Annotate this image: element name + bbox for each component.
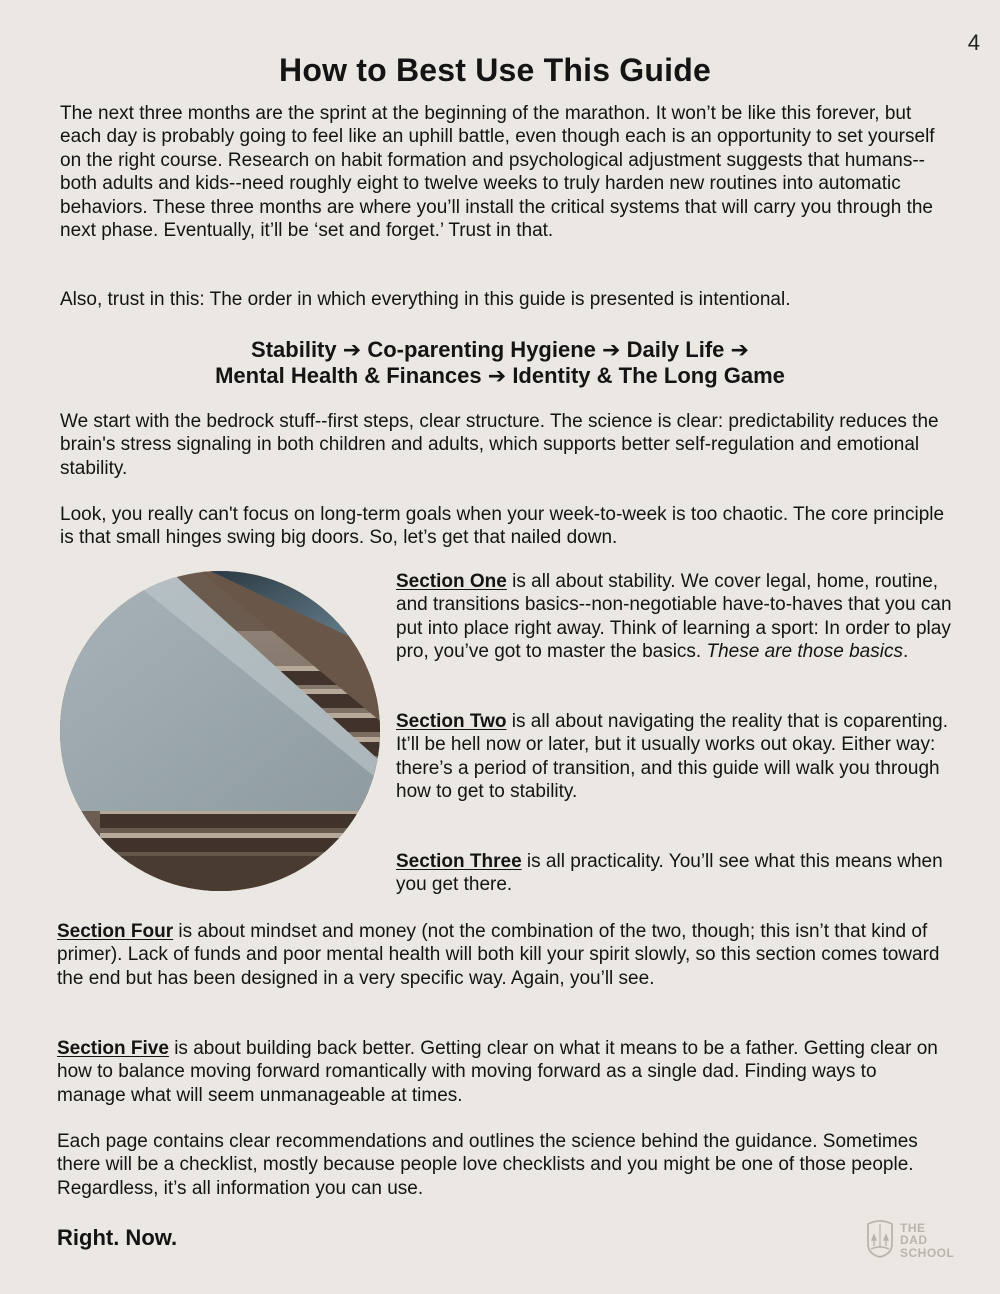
closing-statement: Right. Now. xyxy=(57,1225,178,1250)
logo-line-3: SCHOOL xyxy=(900,1245,955,1260)
section-one-text: is all about stability. We cover legal, home, routine, and transitions basics--non-negotiable have-to-haves that you can put into place right away. Think of learning a sport: In order to play pro, you’ve got to master the basics. xyxy=(396,571,952,663)
section-four-label: Section Four xyxy=(57,921,174,942)
sequence-line-1 xyxy=(0,337,1000,363)
arrow-icon: ➔ xyxy=(342,337,362,362)
sequence-step-mental-health: Mental Health & Finances xyxy=(215,363,482,388)
dad-school-logo xyxy=(864,1218,954,1263)
section-two-paragraph xyxy=(396,710,952,804)
arrow-icon: ➔ xyxy=(602,337,621,362)
sequence-step-daily-life: Daily Life xyxy=(626,337,725,362)
section-five-paragraph xyxy=(57,1037,947,1107)
sequence-step-identity: Identity & The Long Game xyxy=(512,363,785,388)
section-two-text: is all about navigating the reality that is coparenting. It’ll be hell now or later, but it usually works out okay. Either way: there’s a period of transition, and this guide will walk you through how to get to stability. xyxy=(396,711,948,803)
section-three-label: Section Three xyxy=(396,851,522,872)
intro-paragraph: The next three months are the sprint at the beginning of the marathon. It won’t be like this forever, but each day is probably going to feel like an uphill battle, even though each is an opportunity to set yourself on the right course. Research on habit formation and psychological adjustment suggests that humans--both adults and kids--need roughly eight to twelve weeks to truly harden new routines into automatic behaviors. These three months are where you’ll install the critical systems that will carry you through the next phase. Eventually, it’ll be ‘set and forget.’ Trust in that. xyxy=(60,103,935,242)
section-three-text: is all practicality. You’ll see what this means when you get there. xyxy=(396,851,943,896)
section-two-label: Section Two xyxy=(396,711,507,732)
arrow-icon: ➔ xyxy=(487,363,507,388)
logo-badge-icon xyxy=(864,1218,896,1263)
core-principle-paragraph: Look, you really can't focus on long-term goals when your week-to-week is too chaotic. The core principle is that small hinges swing big doors. So, let’s get that nailed down. xyxy=(60,504,945,549)
page-number: 4 xyxy=(967,30,980,55)
page-title: How to Best Use This Guide xyxy=(279,52,711,88)
section-five-text: is about building back better. Getting clear on what it means to be a father. Getting clear on how to balance moving forward romantically with moving forward as a single dad. Finding ways to manage what will seem unmanageable at times. xyxy=(57,1038,938,1106)
logo-line-2: DAD xyxy=(900,1233,928,1248)
intro-order-statement: Also, trust in this: The order in which everything in this guide is presented is intentional. xyxy=(60,289,791,310)
sequence-step-stability: Stability xyxy=(251,337,337,362)
sequence-step-coparenting: Co-parenting Hygiene xyxy=(367,337,596,362)
section-one-label: Section One xyxy=(396,571,507,592)
section-four-paragraph xyxy=(57,920,947,990)
section-sequence xyxy=(0,337,1000,389)
staircase-photo xyxy=(60,571,380,891)
section-one-paragraph xyxy=(396,570,952,664)
section-five-label: Section Five xyxy=(57,1038,169,1059)
section-four-text: is about mindset and money (not the combination of the two, though; this isn’t that kind of primer). Lack of funds and poor mental health will both kill your spirit slowly, so this section comes toward the end but has been designed in a very specific way. Again, you’ll see. xyxy=(57,921,940,989)
bedrock-paragraph: We start with the bedrock stuff--first steps, clear structure. The science is clear: predictability reduces the brain's stress signaling in both children and adults, which supports better self-regulation and emotional stability. xyxy=(60,411,939,479)
logo-line-1: THE xyxy=(900,1220,926,1235)
outro-paragraph: Each page contains clear recommendations and outlines the science behind the guidance. Sometimes there will be a checklist, mostly because people love checklists and you might be one of those people. Regardless, it’s all information you can use. xyxy=(57,1131,918,1199)
arrow-icon: ➔ xyxy=(730,337,749,362)
logo-wordmark xyxy=(900,1222,954,1260)
section-one-end: . xyxy=(902,641,909,663)
section-three-paragraph xyxy=(396,850,952,897)
section-one-emphasis: These are those basics xyxy=(706,641,903,663)
sequence-line-2 xyxy=(0,363,1000,389)
